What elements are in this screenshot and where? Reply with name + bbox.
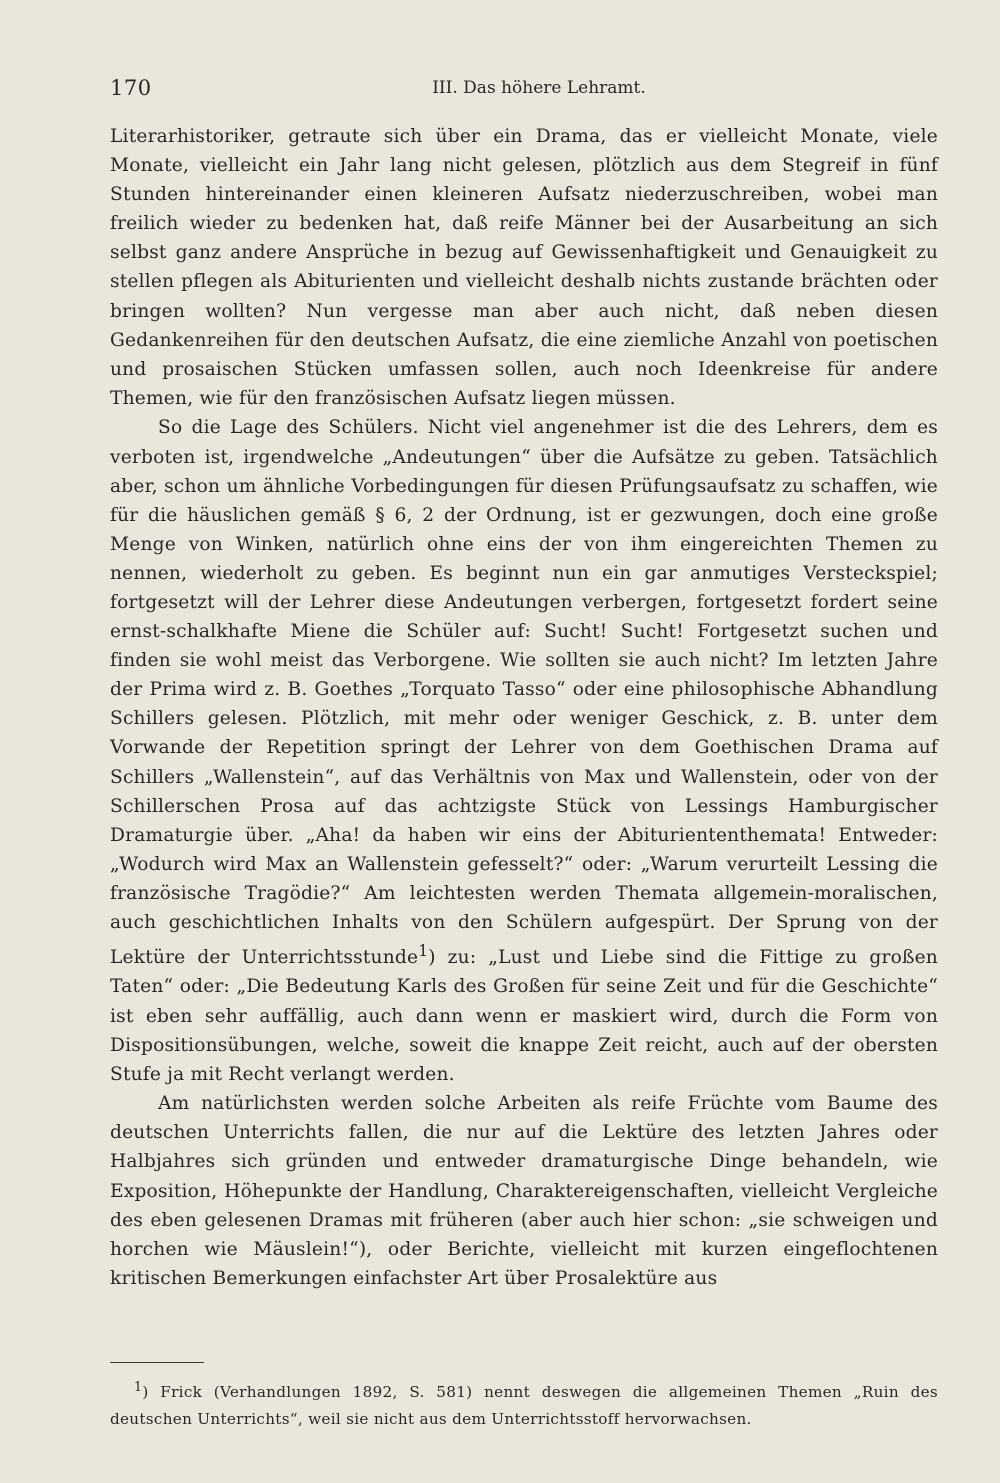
paragraph: Literarhistoriker, getraute sich über ein Drama, das er vielleicht Monate, viele Monate, vielleicht ein Jahr lang nicht gelesen, plötzlich aus dem Stegreif in fünf Stunden hintereinander einen kleineren Aufsatz niederzuschreiben, wobei man freilich wieder zu bedenken hat, daß reife Männer bei der Ausarbeitung an sich selbst ganz andere Ansprüche in bezug auf Gewissenhaftigkeit und Genauigkeit zu stellen pflegen als Abiturienten und vielleicht deshalb nichts zustande brächten oder bringen wollten? Nun vergesse man aber auch nicht, daß neben diesen Gedankenreihen für den deutschen Aufsatz, die eine ziemliche Anzahl von poetischen und prosaischen Stücken umfassen sollen, auch noch Ideenkreise für andere Themen, wie für den französischen Aufsatz liegen müssen. — [110, 126, 938, 409]
paragraph-text: So die Lage des Schülers. Nicht viel angenehmer ist die des Lehrers, dem es verboten ist, irgendwelche „Andeutungen“ über die Aufsätze zu geben. Tatsächlich aber, schon um ähnliche Vorbedingungen für diesen Prüfungsaufsatz zu schaffen, wie für die häuslichen gemäß § 6, 2 der Ordnung, ist er gezwungen, doch eine große Menge von Winken, natürlich ohne eins der von ihm eingereichten Themen zu nennen, wiederholt zu geben. Es beginnt nun ein gar anmutiges Versteckspiel; fortgesetzt will der Lehrer diese Andeutungen verbergen, fortgesetzt fordert seine ernst-schalkhafte Miene die Schüler auf: Sucht! Sucht! Fortgesetzt suchen und finden sie wohl meist das Verborgene. Wie sollten sie auch nicht? Im letzten Jahre der Prima wird z. B. Goethes „Torquato Tasso“ oder eine philosophische Abhandlung Schillers gelesen. Plötzlich, mit mehr oder weniger Geschick, z. B. unter dem Vorwande der Repetition springt der Lehrer von dem Goethischen Drama auf Schillers „Wallenstein“, auf das Verhältnis von Max und Wallenstein, oder von der Schillerschen Prosa auf das achtzigste Stück von Lessings Hamburgischer Dramaturgie über. „Aha! da haben wir eins der Abituriententhemata! Entweder: „Wodurch wird Max an Wallenstein gefesselt?“ oder: „Warum verurteilt Lessing die französische Tragödie?“ Am leichtesten werden Themata allgemein-moralischen, auch geschichtlichen Inhalts von den Schülern aufgespürt. Der Sprung von der Lektüre der Unterrichtsstunde — [110, 417, 938, 969]
footnote-text: ) Frick (Verhandlungen 1892, S. 581) nennt deswegen die allgemeinen Themen „Ruin des deutschen Unterrichts“, weil sie nicht aus dem Unterrichtsstoff hervorwachsen. — [110, 1383, 938, 1429]
paragraph-text-continued: ) zu: „Lust und Liebe sind die Fittige zu großen Taten“ oder: „Die Bedeutung Karls des Großen für seine Zeit und für die Geschichte“ ist eben sehr auffällig, auch dann wenn er maskiert wird, durch die Form von Dispositionsübungen, welche, soweit die knappe Zeit reicht, auch auf der obersten Stufe ja mit Recht verlangt werden. — [110, 947, 938, 1085]
footnote-divider — [110, 1362, 204, 1363]
footnote — [110, 1373, 938, 1433]
running-title: III. Das höhere Lehramt. — [432, 78, 646, 98]
body-text — [110, 122, 938, 1293]
page-header — [110, 76, 938, 106]
paragraph: Am natürlichsten werden solche Arbeiten als reife Früchte vom Baume des deutschen Unterrichts fallen, die nur auf die Lektüre des letzten Jahres oder Halbjahres sich gründen und entweder dramaturgische Dinge behandeln, wie Exposition, Höhepunkte der Handlung, Charaktereigenschaften, vielleicht Vergleiche des eben gelesenen Dramas mit früheren (aber auch hier schon: „sie schweigen und horchen wie Mäuslein!“), oder Berichte, vielleicht mit kurzen eingeflochtenen kritischen Bemerkungen einfachster Art über Prosalektüre aus — [110, 1093, 938, 1289]
footnote-reference: 1 — [418, 942, 429, 961]
paragraph — [110, 413, 938, 1088]
footnote-marker: 1 — [134, 1379, 143, 1394]
page-number: 170 — [110, 76, 152, 100]
